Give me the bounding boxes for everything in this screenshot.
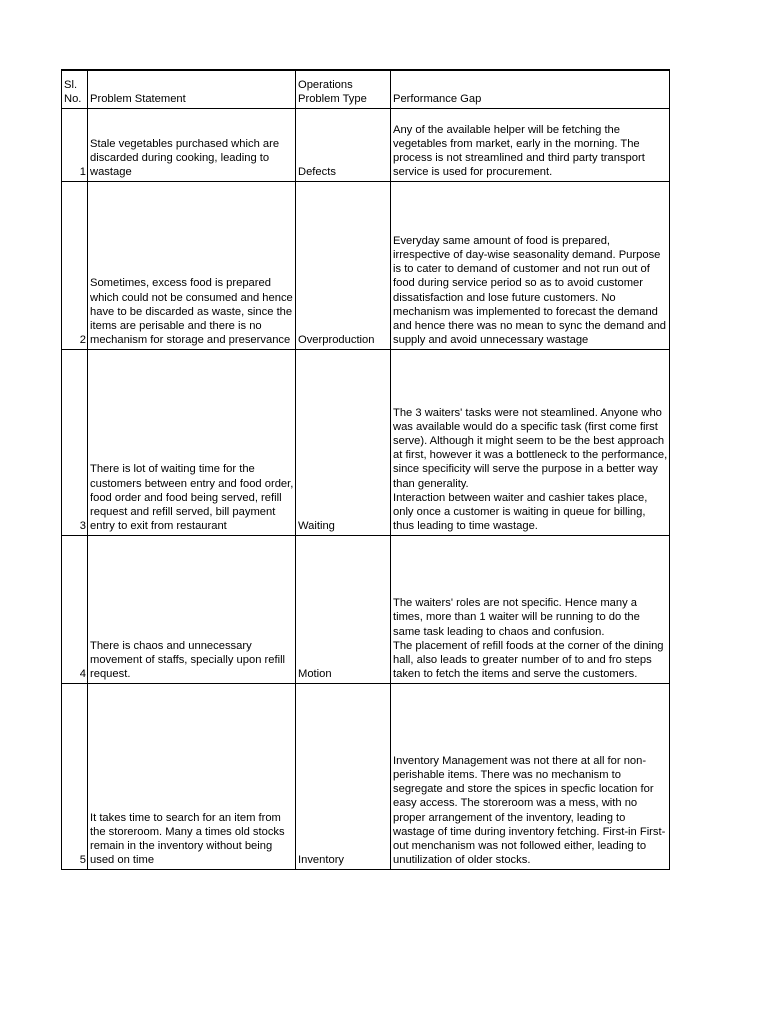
table-row <box>62 683 670 869</box>
header-problem-type: Operations Problem Type <box>296 70 391 108</box>
cell-performance-gap: Inventory Management was not there at all for non-perishable items. There was no mechanism to segregate and store the spices in specfic location for easy access. The storeroom was a mess, with no proper arrangement of the inventory, leading to wastage of time during inventory fetching. First-in First-out menchanism was not followed either, leading to unutilization of older stocks. <box>391 683 670 869</box>
table-row <box>62 181 670 349</box>
table-row <box>62 108 670 181</box>
cell-problem-type: Inventory <box>296 683 391 869</box>
cell-performance-gap: The 3 waiters' tasks were not steamlined. Anyone who was available would do a specific task (first come first serve). Although it might seem to be the best approach at first, however it was a bottleneck to the performance, since specificity will serve the purpose in a better way than generality. Interaction between waiter and cashier takes place, only once a customer is waiting in queue for billing, thus leading to time wastage. <box>391 349 670 535</box>
cell-problem-type: Waiting <box>296 349 391 535</box>
cell-problem-type: Motion <box>296 535 391 683</box>
cell-problem-statement: It takes time to search for an item from the storeroom. Many a times old stocks remain in the inventory without being used on time <box>88 683 296 869</box>
table-row <box>62 535 670 683</box>
cell-performance-gap: Any of the available helper will be fetching the vegetables from market, early in the morning. The process is not streamlined and third party transport service is used for procurement. <box>391 108 670 181</box>
cell-performance-gap: Everyday same amount of food is prepared, irrespective of day-wise seasonality demand. Purpose is to cater to demand of customer and not run out of food during service period so as to avoid customer dissatisfaction and lose future customers. No mechanism was implemented to forecast the demand and hence there was no mean to sync the demand and supply and avoid unnecessary wastage <box>391 181 670 349</box>
cell-problem-statement: Sometimes, excess food is prepared which could not be consumed and hence have to be discarded as waste, since the items are perisable and there is no mechanism for storage and preservance <box>88 181 296 349</box>
cell-problem-statement: There is lot of waiting time for the customers between entry and food order, food order and food being served, refill request and refill served, bill payment entry to exit from restaurant <box>88 349 296 535</box>
cell-problem-type: Defects <box>296 108 391 181</box>
header-performance-gap: Performance Gap <box>391 70 670 108</box>
cell-sl-no: 4 <box>62 535 88 683</box>
cell-problem-statement: There is chaos and unnecessary movement of staffs, specially upon refill request. <box>88 535 296 683</box>
cell-problem-statement: Stale vegetables purchased which are discarded during cooking, leading to wastage <box>88 108 296 181</box>
problem-analysis-table <box>61 69 670 870</box>
cell-problem-type: Overproduction <box>296 181 391 349</box>
cell-performance-gap: The waiters' roles are not specific. Hence many a times, more than 1 waiter will be running to do the same task leading to chaos and confusion. The placement of refill foods at the corner of the dining hall, also leads to greater number of to and fro steps taken to fetch the items and serve the customers. <box>391 535 670 683</box>
header-row <box>62 70 670 108</box>
header-sl-no: Sl. No. <box>62 70 88 108</box>
cell-sl-no: 3 <box>62 349 88 535</box>
cell-sl-no: 5 <box>62 683 88 869</box>
cell-sl-no: 1 <box>62 108 88 181</box>
cell-sl-no: 2 <box>62 181 88 349</box>
table-row <box>62 349 670 535</box>
header-problem-statement: Problem Statement <box>88 70 296 108</box>
